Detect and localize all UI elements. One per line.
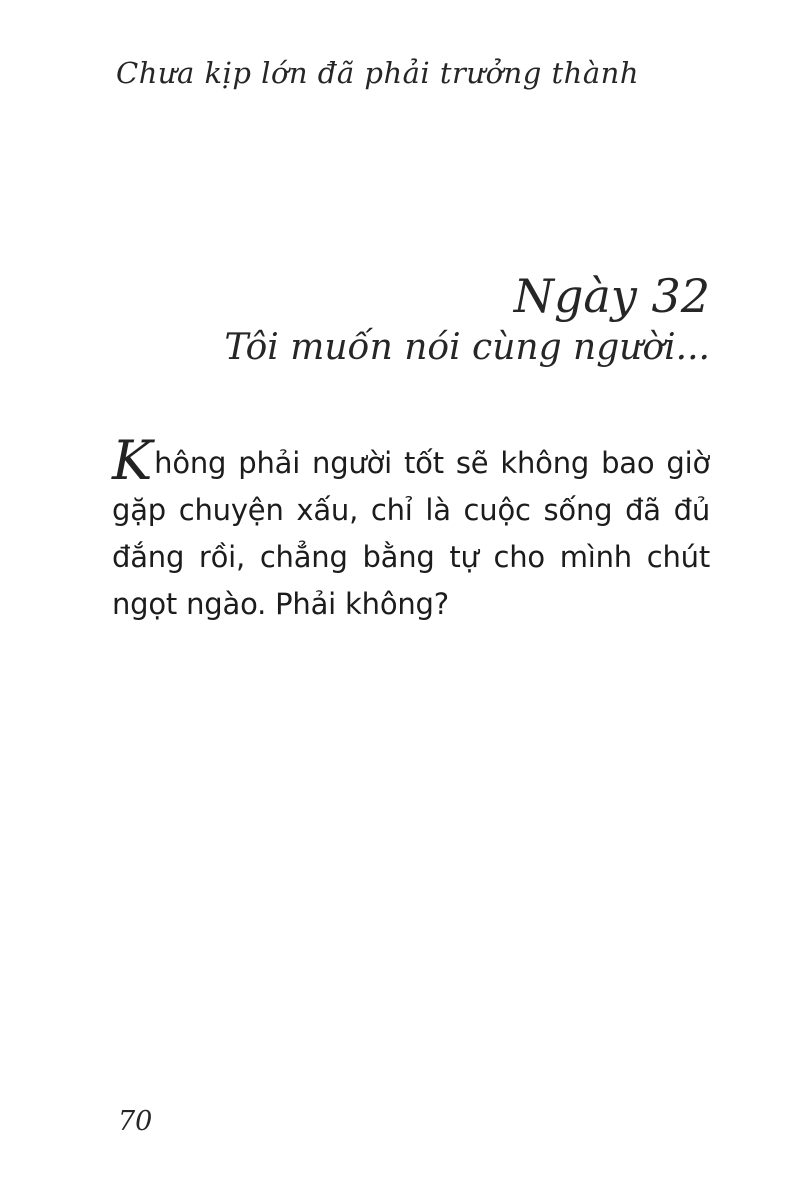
body-paragraph: [112, 429, 710, 628]
page-number: 70: [118, 1106, 153, 1137]
chapter-subtitle: Tôi muốn nói cùng người...: [224, 327, 710, 368]
body-line: [112, 429, 710, 492]
chapter-title-block: [224, 268, 710, 372]
body-line: ngọt ngào. Phải không?: [112, 587, 449, 621]
body-line: đắng rồi, chẳng bằng tự cho mình chút: [112, 540, 710, 574]
drop-cap-initial: K: [112, 429, 153, 492]
running-header: Chưa kịp lớn đã phải trưởng thành: [116, 56, 639, 90]
body-line: gặp chuyện xấu, chỉ là cuộc sống đã đủ: [112, 493, 710, 527]
body-line-text: hông phải người tốt sẽ không bao giờ: [154, 446, 710, 480]
chapter-day-label: Ngày 32: [513, 269, 710, 323]
